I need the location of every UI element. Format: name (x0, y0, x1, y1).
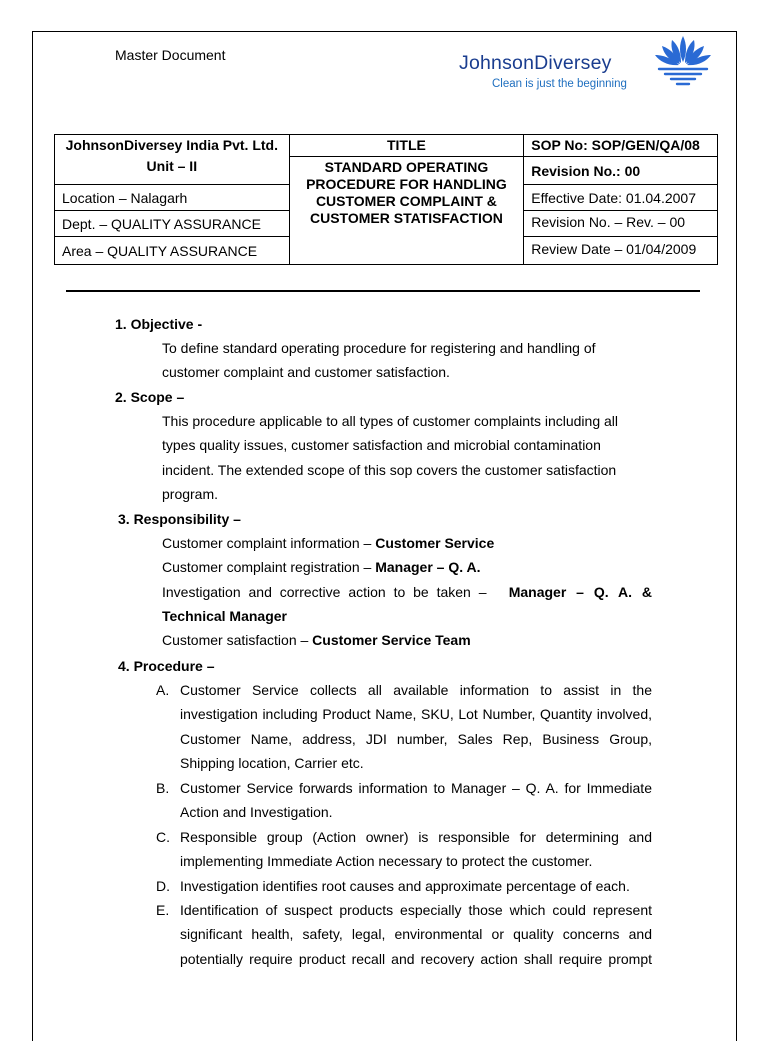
title-label-cell (289, 135, 524, 157)
text-line: This procedure applicable to all types of customer complaints including all (162, 413, 619, 429)
effective-date: Effective Date: 01.04.2007 (524, 185, 718, 211)
responsibility-owner: Manager – Q. A. (375, 559, 481, 576)
logo-tagline: Clean is just the beginning (492, 78, 627, 90)
department-cell: Dept. – QUALITY ASSURANCE (55, 211, 290, 237)
responsibility-row (162, 604, 652, 628)
responsibility-task: Customer complaint registration – (162, 559, 376, 576)
procedure-item-a (156, 678, 652, 775)
text-line: Responsible group (Action owner) is responsible for determining and (180, 829, 652, 845)
area-cell: Area – QUALITY ASSURANCE (55, 237, 290, 265)
item-label: A. (156, 682, 170, 698)
text-line: Action and Investigation. (180, 804, 333, 821)
text-line: Customer Service collects all available information to assist in the (180, 682, 652, 698)
responsibility-owner: Technical Manager (162, 607, 288, 624)
objective-text (162, 336, 596, 385)
text-line: implementing Immediate Action necessary to protect the customer. (180, 853, 593, 870)
procedure-item-c (156, 825, 652, 874)
text-line: potentially require product recall and recovery action shall require prompt (180, 950, 652, 967)
item-label: B. (156, 780, 170, 796)
horizontal-divider (66, 290, 700, 292)
responsibility-owner: Manager – Q. A. & (508, 583, 652, 600)
text-line: customer complaint and customer satisfaction. (162, 364, 450, 381)
responsibility-row (162, 555, 652, 579)
review-date: Review Date – 01/04/2009 (524, 237, 718, 265)
responsibility-row (162, 531, 652, 555)
procedure-item-e (156, 898, 652, 971)
sop-title-line: STANDARD OPERATING (324, 159, 489, 175)
section-heading-objective: 1. Objective - (115, 316, 203, 332)
company-name: JohnsonDiversey India Pvt. Ltd. (65, 137, 278, 153)
sop-number: SOP No: SOP/GEN/QA/08 (524, 135, 718, 157)
procedure-item-b (156, 776, 652, 825)
section-heading-procedure: 4. Procedure – (118, 658, 215, 674)
text-line: Customer Service forwards information to Manager – Q. A. for Immediate (180, 780, 652, 796)
responsibility-owner: Customer Service (375, 535, 495, 551)
section-heading-responsibility: 3. Responsibility – (118, 511, 241, 527)
text-line: Identification of suspect products especially those which could represent (180, 902, 652, 918)
location-cell: Location – Nalagarh (55, 185, 290, 211)
responsibility-task: Customer complaint information – (162, 535, 376, 551)
text-line: Shipping location, Carrier etc. (180, 754, 364, 771)
text-line: Customer Name, address, JDI number, Sales Rep, Business Group, (180, 730, 652, 747)
responsibility-row (162, 580, 652, 604)
responsibility-owner: Customer Service Team (312, 632, 471, 649)
lotus-icon (652, 34, 714, 86)
company-cell (55, 135, 290, 185)
text-line: Investigation identifies root causes and approximate percentage of each. (180, 878, 630, 894)
unit-label: Unit – II (146, 158, 198, 174)
text-line: investigation including Product Name, SKU, Lot Number, Quantity involved, (180, 706, 652, 723)
item-label: D. (156, 878, 170, 894)
sop-title-line: CUSTOMER STATISFACTION (309, 210, 503, 226)
text-line: incident. The extended scope of this sop covers the customer satisfaction (162, 461, 617, 478)
master-document-label: Master Document (115, 47, 226, 63)
sop-title-line: CUSTOMER COMPLAINT & (315, 193, 497, 209)
scope-text (162, 409, 618, 506)
responsibility-task: Investigation and corrective action to be taken – (162, 583, 487, 600)
text-line: significant health, safety, legal, environmental or quality concerns and (180, 926, 652, 943)
revision-number: Revision No.: 00 (524, 157, 718, 185)
item-label: C. (156, 829, 170, 845)
responsibility-row (162, 628, 652, 652)
logo-name: JohnsonDiversey (459, 52, 612, 74)
responsibility-list (162, 531, 652, 652)
document-header-table (54, 134, 718, 265)
text-line: types quality issues, customer satisfaction and microbial contamination (162, 437, 601, 454)
section-heading-scope: 2. Scope – (115, 389, 185, 405)
title-label: TITLE (386, 137, 426, 153)
responsibility-task: Customer satisfaction – (162, 632, 313, 649)
procedure-item-d (156, 874, 652, 898)
text-line: program. (162, 485, 219, 502)
company-logo (459, 34, 739, 94)
text-line: To define standard operating procedure for registering and handling of (162, 340, 596, 356)
item-label: E. (156, 902, 170, 918)
sop-title-cell (289, 157, 524, 265)
sop-title-line: PROCEDURE FOR HANDLING (306, 176, 507, 192)
revision-rev: Revision No. – Rev. – 00 (524, 211, 718, 237)
